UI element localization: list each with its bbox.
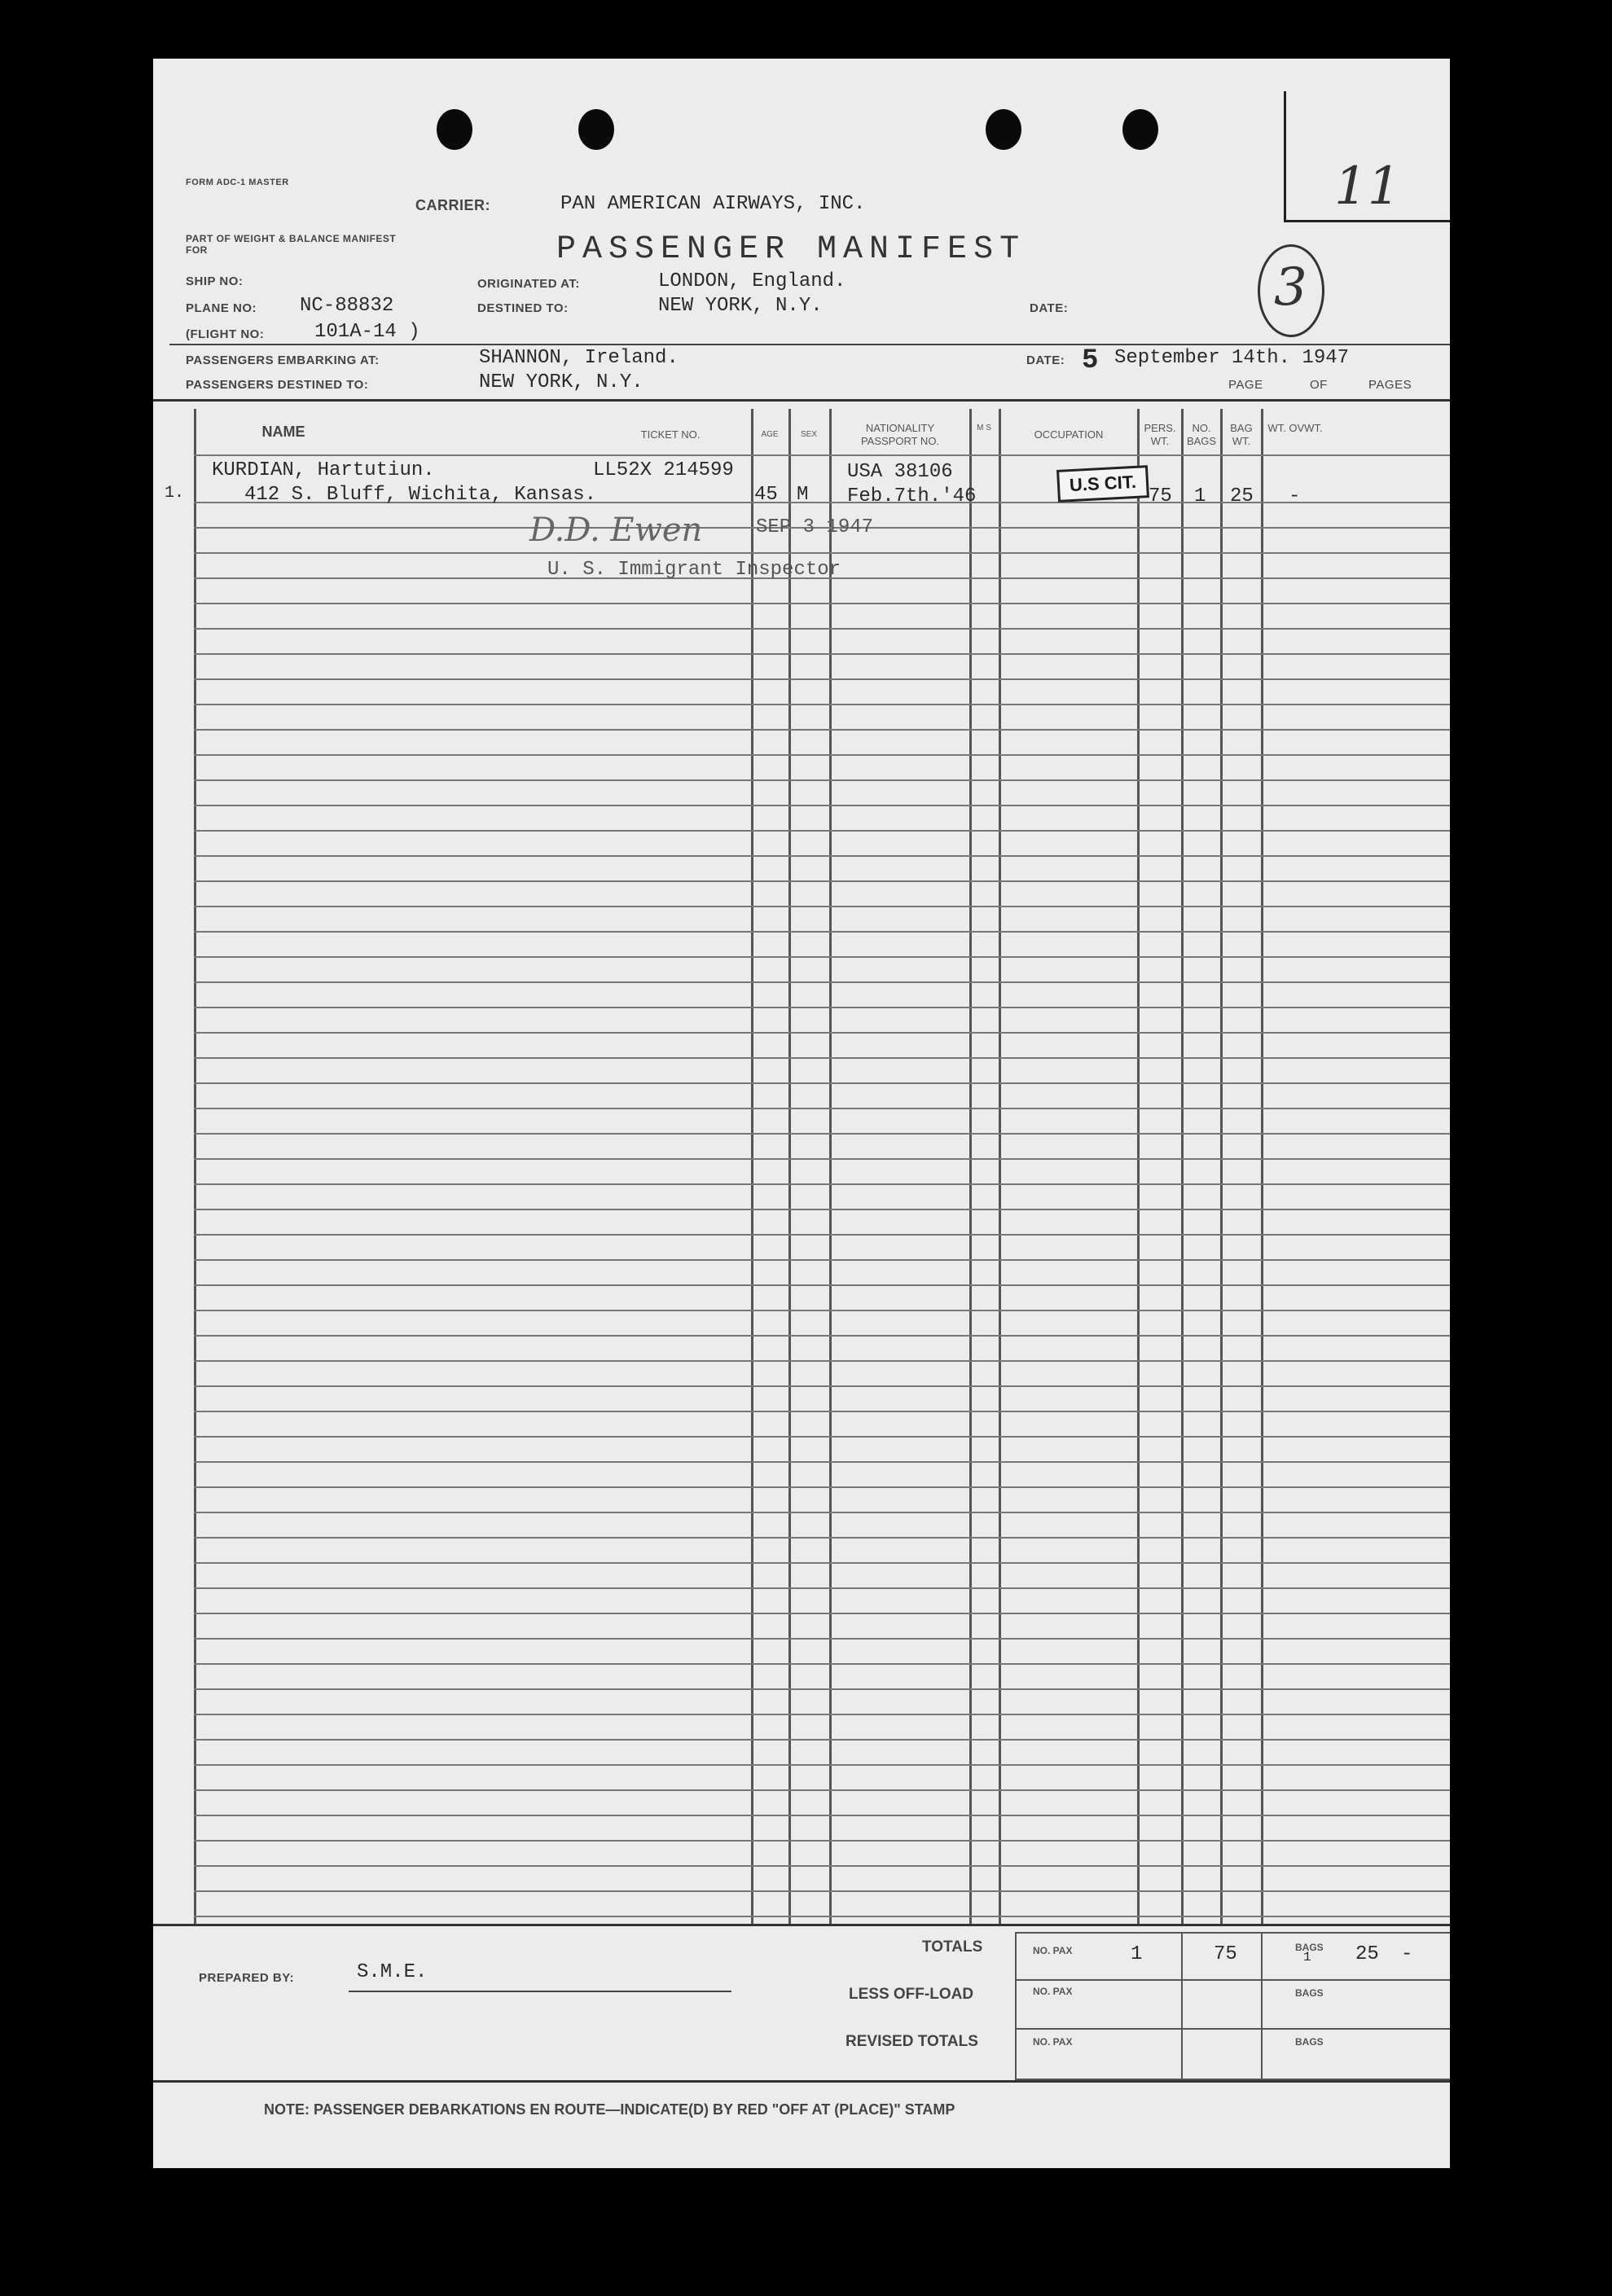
- passenger-no-bags: 1: [1194, 485, 1206, 507]
- prepared-by-line: [349, 1991, 731, 1992]
- plane-no-label: PLANE NO:: [186, 301, 257, 315]
- col-header-pers-wt: PERS. WT.: [1144, 422, 1176, 447]
- table-top-rule: [153, 399, 1450, 402]
- embarking-value: SHANNON, Ireland.: [479, 347, 679, 369]
- ruled-line: [194, 1335, 1450, 1337]
- part-of-label: PART OF WEIGHT & BALANCE MANIFEST FOR: [186, 233, 397, 256]
- inspector-title: U. S. Immigrant Inspector: [547, 559, 841, 581]
- ruled-line: [194, 628, 1450, 630]
- ruled-line: [194, 653, 1450, 655]
- destined-value: NEW YORK, N.Y.: [658, 295, 823, 317]
- col-header-age: AGE: [761, 430, 779, 439]
- col-line: [969, 409, 972, 1924]
- carrier-label: CARRIER:: [415, 197, 490, 213]
- form-number: FORM ADC-1 MASTER: [186, 178, 289, 187]
- footer-top-rule: [153, 1924, 1450, 1926]
- ruled-line: [194, 1714, 1450, 1715]
- bags-label: BAGS: [1295, 1942, 1324, 1953]
- pages-label: PAGES: [1368, 378, 1412, 392]
- total-pax: 1: [1131, 1943, 1143, 1965]
- ruled-line: [194, 1183, 1450, 1185]
- originated-label: ORIGINATED AT:: [477, 277, 580, 291]
- passenger-address: 412 S. Bluff, Wichita, Kansas.: [244, 484, 597, 506]
- plane-no-value: NC-88832: [300, 295, 394, 317]
- no-pax-label: NO. PAX: [1033, 2036, 1073, 2048]
- ruled-line: [194, 1411, 1450, 1412]
- ruled-line: [194, 1310, 1450, 1311]
- ruled-line: [194, 1360, 1450, 1362]
- ruled-line: [194, 1890, 1450, 1892]
- total-pers-wt: 75: [1214, 1943, 1237, 1965]
- ruled-line: [194, 729, 1450, 731]
- ruled-line: [194, 1764, 1450, 1766]
- ruled-line: [194, 1133, 1450, 1135]
- corner-bracket: [1284, 91, 1286, 222]
- no-pax-label: NO. PAX: [1033, 1986, 1073, 1997]
- passenger-bag-wt: 25: [1230, 485, 1254, 507]
- ruled-line: [194, 1512, 1450, 1513]
- col-line: [1261, 409, 1263, 1924]
- ruled-line: [194, 1663, 1450, 1665]
- ruled-line: [194, 1865, 1450, 1867]
- passenger-passport-date: Feb.7th.'46: [847, 485, 977, 507]
- passenger-sex: M: [797, 484, 809, 506]
- ruled-line: [194, 880, 1450, 882]
- footer-row-rule: [1015, 1979, 1450, 1981]
- passenger-pers-wt: 75: [1149, 485, 1172, 507]
- passenger-age: 45: [754, 484, 778, 506]
- col-line: [999, 409, 1001, 1924]
- ruled-line: [194, 1789, 1450, 1791]
- col-header-sex: SEX: [800, 430, 817, 439]
- ruled-line: [194, 1259, 1450, 1261]
- ruled-line: [194, 779, 1450, 781]
- footer-row-rule: [1015, 2028, 1450, 2030]
- total-bag-wt: 25: [1355, 1943, 1379, 1965]
- originated-value: LONDON, England.: [658, 270, 846, 292]
- ruled-line: [194, 1032, 1450, 1034]
- col-line: [829, 409, 832, 1924]
- prepared-by-value: S.M.E.: [357, 1961, 428, 1983]
- ruled-line: [194, 1284, 1450, 1286]
- flight-no-label: (FLIGHT NO:: [186, 327, 265, 341]
- revised-totals-label: REVISED TOTALS: [846, 2033, 978, 2050]
- total-bags: 1: [1303, 1950, 1311, 1965]
- ruled-line: [194, 855, 1450, 857]
- col-line: [788, 409, 791, 1924]
- inspection-stamp-date: SEP 3 1947: [756, 516, 874, 538]
- col-header-ticket: TICKET NO.: [640, 428, 701, 441]
- col-line: [194, 409, 196, 1924]
- ruled-line: [194, 956, 1450, 958]
- destined-label: DESTINED TO:: [477, 301, 569, 315]
- bags-label: BAGS: [1295, 1987, 1324, 1999]
- col-header-wt-ovwt: WT. OVWT.: [1267, 422, 1323, 434]
- passenger-wt-ovwt: -: [1289, 485, 1301, 507]
- punch-hole: [578, 109, 614, 150]
- col-header-bag-wt: BAG WT.: [1230, 422, 1253, 447]
- date-number: 5: [1082, 345, 1099, 376]
- ruled-line: [194, 981, 1450, 983]
- ruled-line: [194, 1057, 1450, 1059]
- less-offload-label: LESS OFF-LOAD: [849, 1986, 974, 2003]
- bags-label: BAGS: [1295, 2036, 1324, 2048]
- ruled-line: [194, 678, 1450, 680]
- ruled-line: [194, 1638, 1450, 1640]
- no-pax-label: NO. PAX: [1033, 1945, 1073, 1956]
- page-label: PAGE: [1228, 378, 1263, 392]
- passenger-name: KURDIAN, Hartutiun.: [212, 459, 435, 481]
- ruled-line: [194, 754, 1450, 756]
- footer-col-rule: [1181, 1932, 1183, 2079]
- date-label: DATE:: [1030, 301, 1069, 315]
- passenger-ticket: LL52X 214599: [593, 459, 734, 481]
- date2-label: DATE:: [1026, 353, 1065, 367]
- totals-label: TOTALS: [922, 1938, 983, 1956]
- ruled-line: [194, 1082, 1450, 1084]
- ruled-line: [194, 704, 1450, 705]
- col-header-name: NAME: [261, 424, 305, 440]
- destined-to-value: NEW YORK, N.Y.: [479, 371, 643, 393]
- manifest-page: [153, 59, 1450, 2168]
- footer-note: NOTE: PASSENGER DEBARKATIONS EN ROUTE—INDICATE(D) BY RED "OFF AT (PLACE)" STAMP: [264, 2101, 955, 2118]
- col-line: [751, 409, 753, 1924]
- header-rule: [169, 344, 1450, 345]
- ruled-line: [194, 1486, 1450, 1488]
- passenger-number: 1.: [165, 484, 185, 503]
- passenger-nationality: USA 38106: [847, 461, 953, 483]
- ruled-line: [194, 1158, 1450, 1160]
- carrier-value: PAN AMERICAN AIRWAYS, INC.: [560, 193, 866, 215]
- ruled-line: [194, 1688, 1450, 1690]
- col-header-occupation: OCCUPATION: [1034, 428, 1104, 441]
- inspector-signature: D.D. Ewen: [529, 511, 703, 549]
- page-title: PASSENGER MANIFEST: [556, 231, 1026, 268]
- date-value: September 14th. 1947: [1114, 347, 1350, 369]
- ruled-line: [194, 906, 1450, 907]
- punch-hole: [986, 109, 1021, 150]
- punch-hole: [1122, 109, 1158, 150]
- punch-hole: [437, 109, 472, 150]
- ruled-line: [194, 830, 1450, 832]
- flight-no-value: 101A-14 ): [314, 321, 420, 343]
- ruled-line: [194, 1436, 1450, 1438]
- col-line: [1137, 409, 1140, 1924]
- destined-to-label: PASSENGERS DESTINED TO:: [186, 378, 369, 392]
- ruled-line: [194, 1234, 1450, 1236]
- us-citizen-stamp: U.S CIT.: [1056, 465, 1149, 503]
- ruled-line: [194, 603, 1450, 604]
- ruled-line: [194, 1108, 1450, 1109]
- ruled-line: [194, 1537, 1450, 1539]
- ruled-line: [194, 1739, 1450, 1741]
- ruled-line: [194, 1385, 1450, 1387]
- total-ovwt: -: [1401, 1943, 1413, 1965]
- col-header-no-bags: NO. BAGS: [1186, 422, 1217, 447]
- ruled-line: [194, 1613, 1450, 1614]
- col-header-ms: M S: [977, 424, 991, 432]
- corner-bracket: [1284, 220, 1450, 222]
- ruled-line: [194, 1007, 1450, 1008]
- ruled-line: [194, 1209, 1450, 1210]
- corner-number: 11: [1334, 156, 1401, 217]
- ruled-line: [194, 454, 1450, 456]
- ruled-line: [194, 805, 1450, 806]
- ruled-line: [194, 1587, 1450, 1589]
- ruled-line: [194, 931, 1450, 933]
- ruled-line: [194, 552, 1450, 554]
- col-header-nationality: NATIONALITY PASSPORT NO.: [860, 422, 940, 447]
- ship-no-label: SHIP NO:: [186, 274, 244, 288]
- ruled-line: [194, 1562, 1450, 1564]
- ruled-line: [194, 1840, 1450, 1842]
- footer-bottom-rule: [153, 2080, 1450, 2083]
- col-line: [1220, 409, 1223, 1924]
- ruled-line: [194, 1815, 1450, 1816]
- embarking-label: PASSENGERS EMBARKING AT:: [186, 353, 380, 367]
- prepared-by-label: PREPARED BY:: [199, 1971, 295, 1985]
- col-line: [1181, 409, 1184, 1924]
- ruled-line: [194, 1916, 1450, 1917]
- ruled-line: [194, 1461, 1450, 1463]
- footer-col-rule: [1261, 1932, 1263, 2079]
- circled-number: 3: [1274, 257, 1307, 318]
- of-label: OF: [1310, 378, 1328, 392]
